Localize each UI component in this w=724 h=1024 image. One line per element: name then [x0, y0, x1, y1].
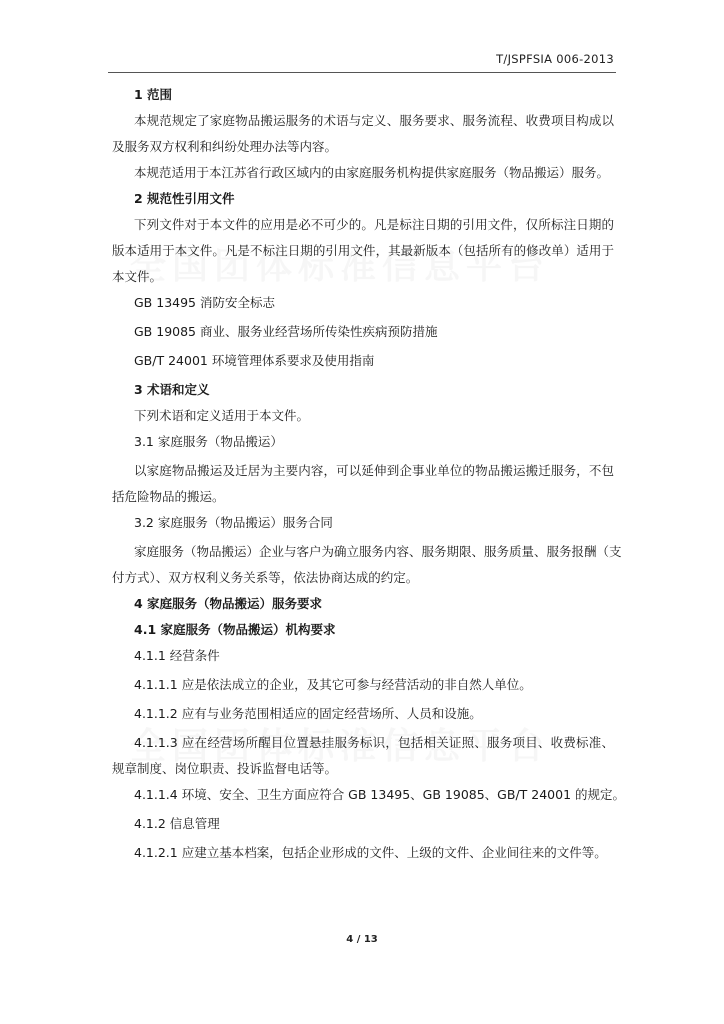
section-heading-normative-references: 2 规范性引用文件 [134, 191, 235, 206]
section-heading-terms-definitions: 3 术语和定义 [134, 382, 210, 397]
reference-item: GB 19085 商业、服务业经营场所传染性疾病预防措施 [134, 324, 438, 339]
paragraph-line: 版本适用于本文件。凡是不标注日期的引用文件，其最新版本（包括所有的修改单）适用于 [112, 243, 614, 258]
clause-line: 4.1.1.4 环境、安全、卫生方面应符合 GB 13495、GB 19085、GB/T 24001 的规定。 [134, 787, 625, 802]
clause-line: 4.1.1.2 应有与业务范围相适应的固定经营场所、人员和设施。 [134, 706, 482, 721]
header-rule [108, 72, 616, 73]
paragraph-line: 下列术语和定义适用于本文件。 [134, 408, 310, 423]
paragraph-line: 家庭服务（物品搬运）企业与客户为确立服务内容、服务期限、服务质量、服务报酬（支 [134, 544, 622, 559]
reference-item: GB 13495 消防安全标志 [134, 295, 275, 310]
subsection-heading-bold: 4.1 家庭服务（物品搬运）机构要求 [134, 622, 336, 637]
paragraph-line: 付方式）、双方权利义务关系等，依法协商达成的约定。 [112, 570, 419, 585]
clause-line: 规章制度、岗位职责、投诉监督电话等。 [112, 761, 338, 776]
paragraph-line: 本文件。 [112, 269, 163, 284]
subsection-heading: 3.2 家庭服务（物品搬运）服务合同 [134, 515, 333, 530]
document-body [112, 87, 625, 875]
clause-heading: 4.1.1 经营条件 [134, 648, 220, 663]
paragraph-line: 括危险物品的搬运。 [112, 489, 225, 504]
clause-heading: 4.1.2 信息管理 [134, 816, 220, 831]
reference-item: GB/T 24001 环境管理体系要求及使用指南 [134, 353, 375, 368]
page-number: 4 / 13 [346, 934, 378, 945]
clause-line: 4.1.1.3 应在经营场所醒目位置悬挂服务标识，包括相关证照、服务项目、收费标准、 [134, 735, 614, 750]
section-heading-service-requirements: 4 家庭服务（物品搬运）服务要求 [134, 596, 323, 611]
subsection-heading: 3.1 家庭服务（物品搬运） [134, 434, 283, 449]
clause-line: 4.1.2.1 应建立基本档案，包括企业形成的文件、上级的文件、企业间往来的文件等。 [134, 845, 607, 860]
paragraph-line: 及服务双方权利和纠纷处理办法等内容。 [112, 139, 338, 154]
paragraph-line: 以家庭物品搬运及迁居为主要内容，可以延伸到企事业单位的物品搬运搬迁服务，不包 [134, 463, 614, 478]
paragraph-line: 下列文件对于本文件的应用是必不可少的。凡是标注日期的引用文件，仅所标注日期的 [134, 217, 614, 232]
paragraph-line: 本规范适用于本江苏省行政区域内的由家庭服务机构提供家庭服务（物品搬运）服务。 [134, 165, 610, 180]
paragraph-line: 本规范规定了家庭物品搬运服务的术语与定义、服务要求、服务流程、收费项目构成以 [134, 113, 614, 128]
document-code: T/JSPFSIA 006-2013 [496, 52, 614, 66]
section-heading-scope: 1 范围 [134, 87, 173, 102]
clause-line: 4.1.1.1 应是依法成立的企业，及其它可参与经营活动的非自然人单位。 [134, 677, 532, 692]
